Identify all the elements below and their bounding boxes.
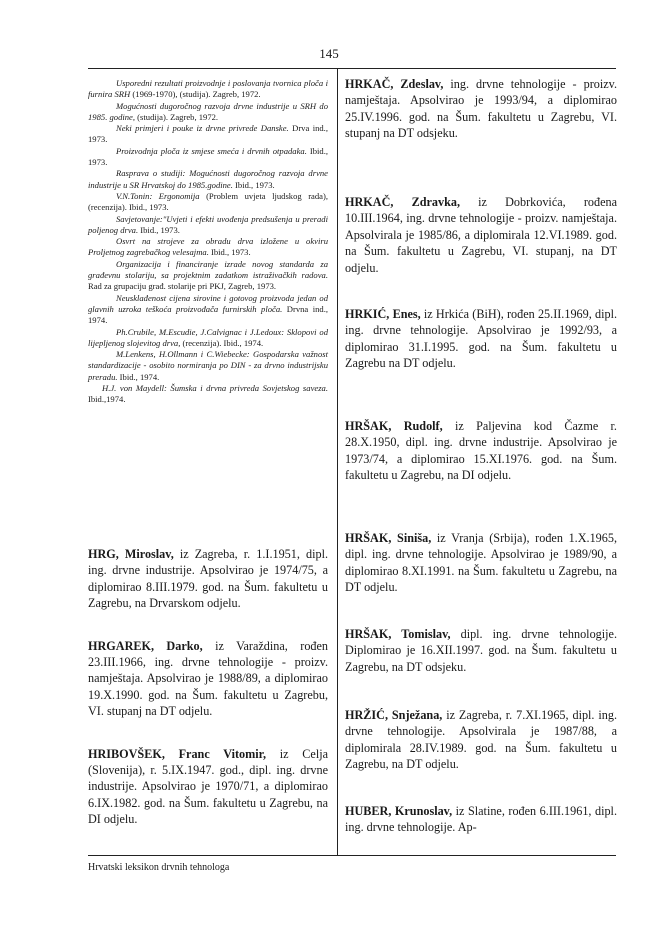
page-number: 145 (319, 46, 339, 61)
bib-details: Ibid., 1973. (138, 224, 180, 235)
entry-name: HRŠAK, Tomislav, (345, 627, 451, 641)
entry-name: HRGAREK, Darko, (88, 638, 203, 653)
entry-text: iz Dobrkovića, rođena 10.III.1964, ing. drvne tehnologije - proizv. namještaja. Apsolvirala je 1985/86, a diplomirala 12.VI.1989. god. na Šum. fakultetu u Zagrebu, VI. stupanj, na DT odjelu. (345, 195, 617, 275)
entry-text: dipl. ing. drvne tehnologije. Diplomirao je 16.XII.1997. god. na Šum. fakultetu u Zagrebu, na DT odsjeku. (345, 627, 617, 674)
bib-title: Organizacija i financiranje izrade novog standarda za građevnu stolariju, sa projektnim zadatkom istraživačkih radova. (88, 258, 328, 281)
bib-details: Ibid., 1973. (88, 145, 328, 168)
entry-name: HRKIĆ, Enes, (345, 307, 421, 321)
entry-name: HRŠAK, Rudolf, (345, 419, 443, 433)
bib-details: (studija). Zagreb, 1972. (135, 111, 219, 122)
bib-title: Osvrt na strojeve za obradu drva izložene u okviru Proljetnog zagrebačkog velesajma. (88, 236, 328, 258)
bibliography-item (88, 383, 328, 406)
entry-text: iz Slatine, rođen 6.III.1961, dipl. ing. drvne tehnologije. Ap- (345, 804, 617, 835)
left-entries (88, 546, 328, 828)
bib-title: Ph.Crubile, M.Escudie, J.Calvignac i J.Ledoux: Sklopovi od lijepljenog slojevitog drva, (88, 326, 328, 348)
bib-details: Ibid., 1973. (232, 179, 275, 190)
bibliography-item (88, 101, 328, 124)
lexicon-entry (345, 530, 617, 596)
bib-title: Savjetovanje:"Uvjeti i efekti uvođenja predsušenja u preradi poljenog drva. (88, 213, 328, 235)
bib-title: Neki primjeri i pouke iz drvne privrede Danske. (116, 123, 289, 134)
lexicon-entry (345, 707, 617, 773)
entry-text: iz Zagreba, r. 1.I.1951, dipl. ing. drvne industrije. Apsolvirao je 1974/75, a diplomirao 8.III.1979. god. na Šum. fakultetu u Zagrebu, na Drvarskom odjelu. (88, 547, 328, 611)
lexicon-entry (345, 306, 617, 372)
lexicon-entry (88, 546, 328, 612)
bibliography-item (88, 214, 328, 237)
lexicon-entry (88, 746, 328, 828)
bib-details: Drvna ind., 1974. (88, 303, 328, 326)
entry-text: iz Hrkića (BiH), rođen 25.II.1969, dipl. ing. drvne tehnologije. Apsolvirao je 1992/93, a diplomirao 31.I.1995. god. na Šum. fakultetu u Zagrebu na DT odjelu. (345, 307, 617, 371)
bibliography-item (88, 293, 328, 327)
bib-title: Rasprava o studiji: Mogućnosti dugoročnog razvoja drvne industrije u SR Hrvatskoj do 1985.godine. (88, 168, 328, 190)
bibliography-list (88, 78, 328, 406)
bottom-rule (88, 855, 616, 856)
bib-details: (recenzija). Ibid., 1974. (180, 337, 264, 348)
lexicon-entry (345, 76, 617, 142)
entry-text: iz Celja (Slovenija), r. 5.IX.1947. god., dipl. ing. drvne industrije. Apsolvirao je 1970/71, a diplomirao 6.IX.1982. god. na Šum. fakultetu u Zagrebu, na DI odjelu. (88, 746, 328, 827)
bib-title: Proizvodnja ploča iz smjese smeća i drvnih otpadaka. (116, 145, 307, 156)
entry-name: HUBER, Krunoslav, (345, 804, 453, 818)
lexicon-entry (345, 626, 617, 675)
entry-name: HRKAČ, Zdravka, (345, 195, 460, 209)
bib-title: Neusklađenost cijena sirovine i gotovog proizvoda jedan od glavnih uzroka teškoća proizvođača furnirskih ploča. (88, 292, 328, 314)
top-rule (88, 68, 616, 69)
bibliography-item (88, 168, 328, 191)
bib-title: Usporedni rezultati proizvodnje i poslovanja tvornica ploča i furnira SRH (88, 78, 328, 100)
entry-text: iz Vranja (Srbija), rođen 1.X.1965, dipl. ing. drvne tehnologije. Apsolvirao je 1989/90, a diplomirao 8.XI.1991. na Šum. fakultetu u Zagrebu, na DT odjelu. (345, 531, 617, 595)
entry-name: HRG, Miroslav, (88, 547, 174, 561)
bibliography-item (88, 327, 328, 350)
entry-name: HRKAČ, Zdeslav, (345, 77, 444, 91)
entry-name: HRIBOVŠEK, Franc Vitomir, (88, 746, 267, 761)
bib-details: Ibid.,1974. (88, 394, 126, 405)
entry-text: iz Varaždina, rođen 23.III.1966, ing. drvne tehnologije - proizv. namještaja. Apsolvirao je 1988/89, a diplomirao 19.X.1990. god. na Šum. fakultetu u Zagrebu, VI. stupanj na DT odjelu. (88, 638, 329, 719)
bib-title: H.J. von Maydell: Šumska i drvna privreda Sovjetskog saveza. (102, 383, 328, 394)
bib-details: (Problem uvjeta ljudskog rada),(recenzija). Ibid., 1973. (88, 190, 328, 213)
bibliography-item (88, 191, 328, 214)
entry-name: HRŠAK, Siniša, (345, 531, 432, 545)
lexicon-entry (88, 638, 328, 720)
lexicon-entry (345, 803, 617, 836)
bib-title: Mogućnosti dugoročnog razvoja drvne industrije u SRH do 1985. godine, (88, 100, 328, 122)
bib-title: V.N.Tonin: Ergonomija (116, 190, 200, 201)
bibliography-item (88, 349, 328, 383)
bib-details: (1969-1970), (studija). Zagreb, 1972. (130, 89, 261, 100)
column-divider (337, 69, 338, 855)
bibliography-item (88, 236, 328, 259)
bibliography-item (88, 146, 328, 169)
lexicon-entry (345, 418, 617, 484)
lexicon-entry (345, 194, 617, 276)
bib-details: Ibid., 1974. (117, 371, 160, 382)
bib-details: Rad za grupaciju građ. stolarije pri PKJ, Zagreb, 1973. (88, 281, 277, 292)
bib-details: Drva ind., 1973. (88, 123, 328, 145)
bibliography-item (88, 123, 328, 146)
page-footer: Hrvatski leksikon drvnih tehnologa (88, 862, 230, 873)
entry-text: iz Zagreba, r. 7.XI.1965, dipl. ing. drvne tehnologije. Apsolvirala je 1987/88, a diplomirala 28.IV.1989. god. na Šum. fakultetu u Zagrebu, na DT odjelu. (345, 708, 617, 772)
bibliography-item (88, 259, 328, 293)
entry-text: ing. drvne tehnologije - proizv. namještaja. Apsolvirao je 1993/94, a diplomirao 25.IV.1996. god. na Šum. fakultetu u Zagrebu, VI. stupanj na DT odsjeku. (345, 77, 617, 141)
entry-name: HRŽIĆ, Snježana, (345, 708, 443, 722)
bibliography-item (88, 78, 328, 101)
bib-title: M.Lenkens, H.Ollmann i C.Wiebecke: Gospodarska važnost standardizacije - osobito normiranja po DIN - za drvno industrijsku preradu. (88, 349, 328, 382)
bib-details: Ibid., 1973. (208, 247, 251, 258)
entry-text: iz Paljevina kod Čazme r. 28.X.1950, dipl. ing. drvne industrije. Apsolvirao je 1973/74, a diplomirao 15.XI.1976. god. na Šum. fakultetu u Zagrebu, na DI odjelu. (345, 419, 617, 483)
